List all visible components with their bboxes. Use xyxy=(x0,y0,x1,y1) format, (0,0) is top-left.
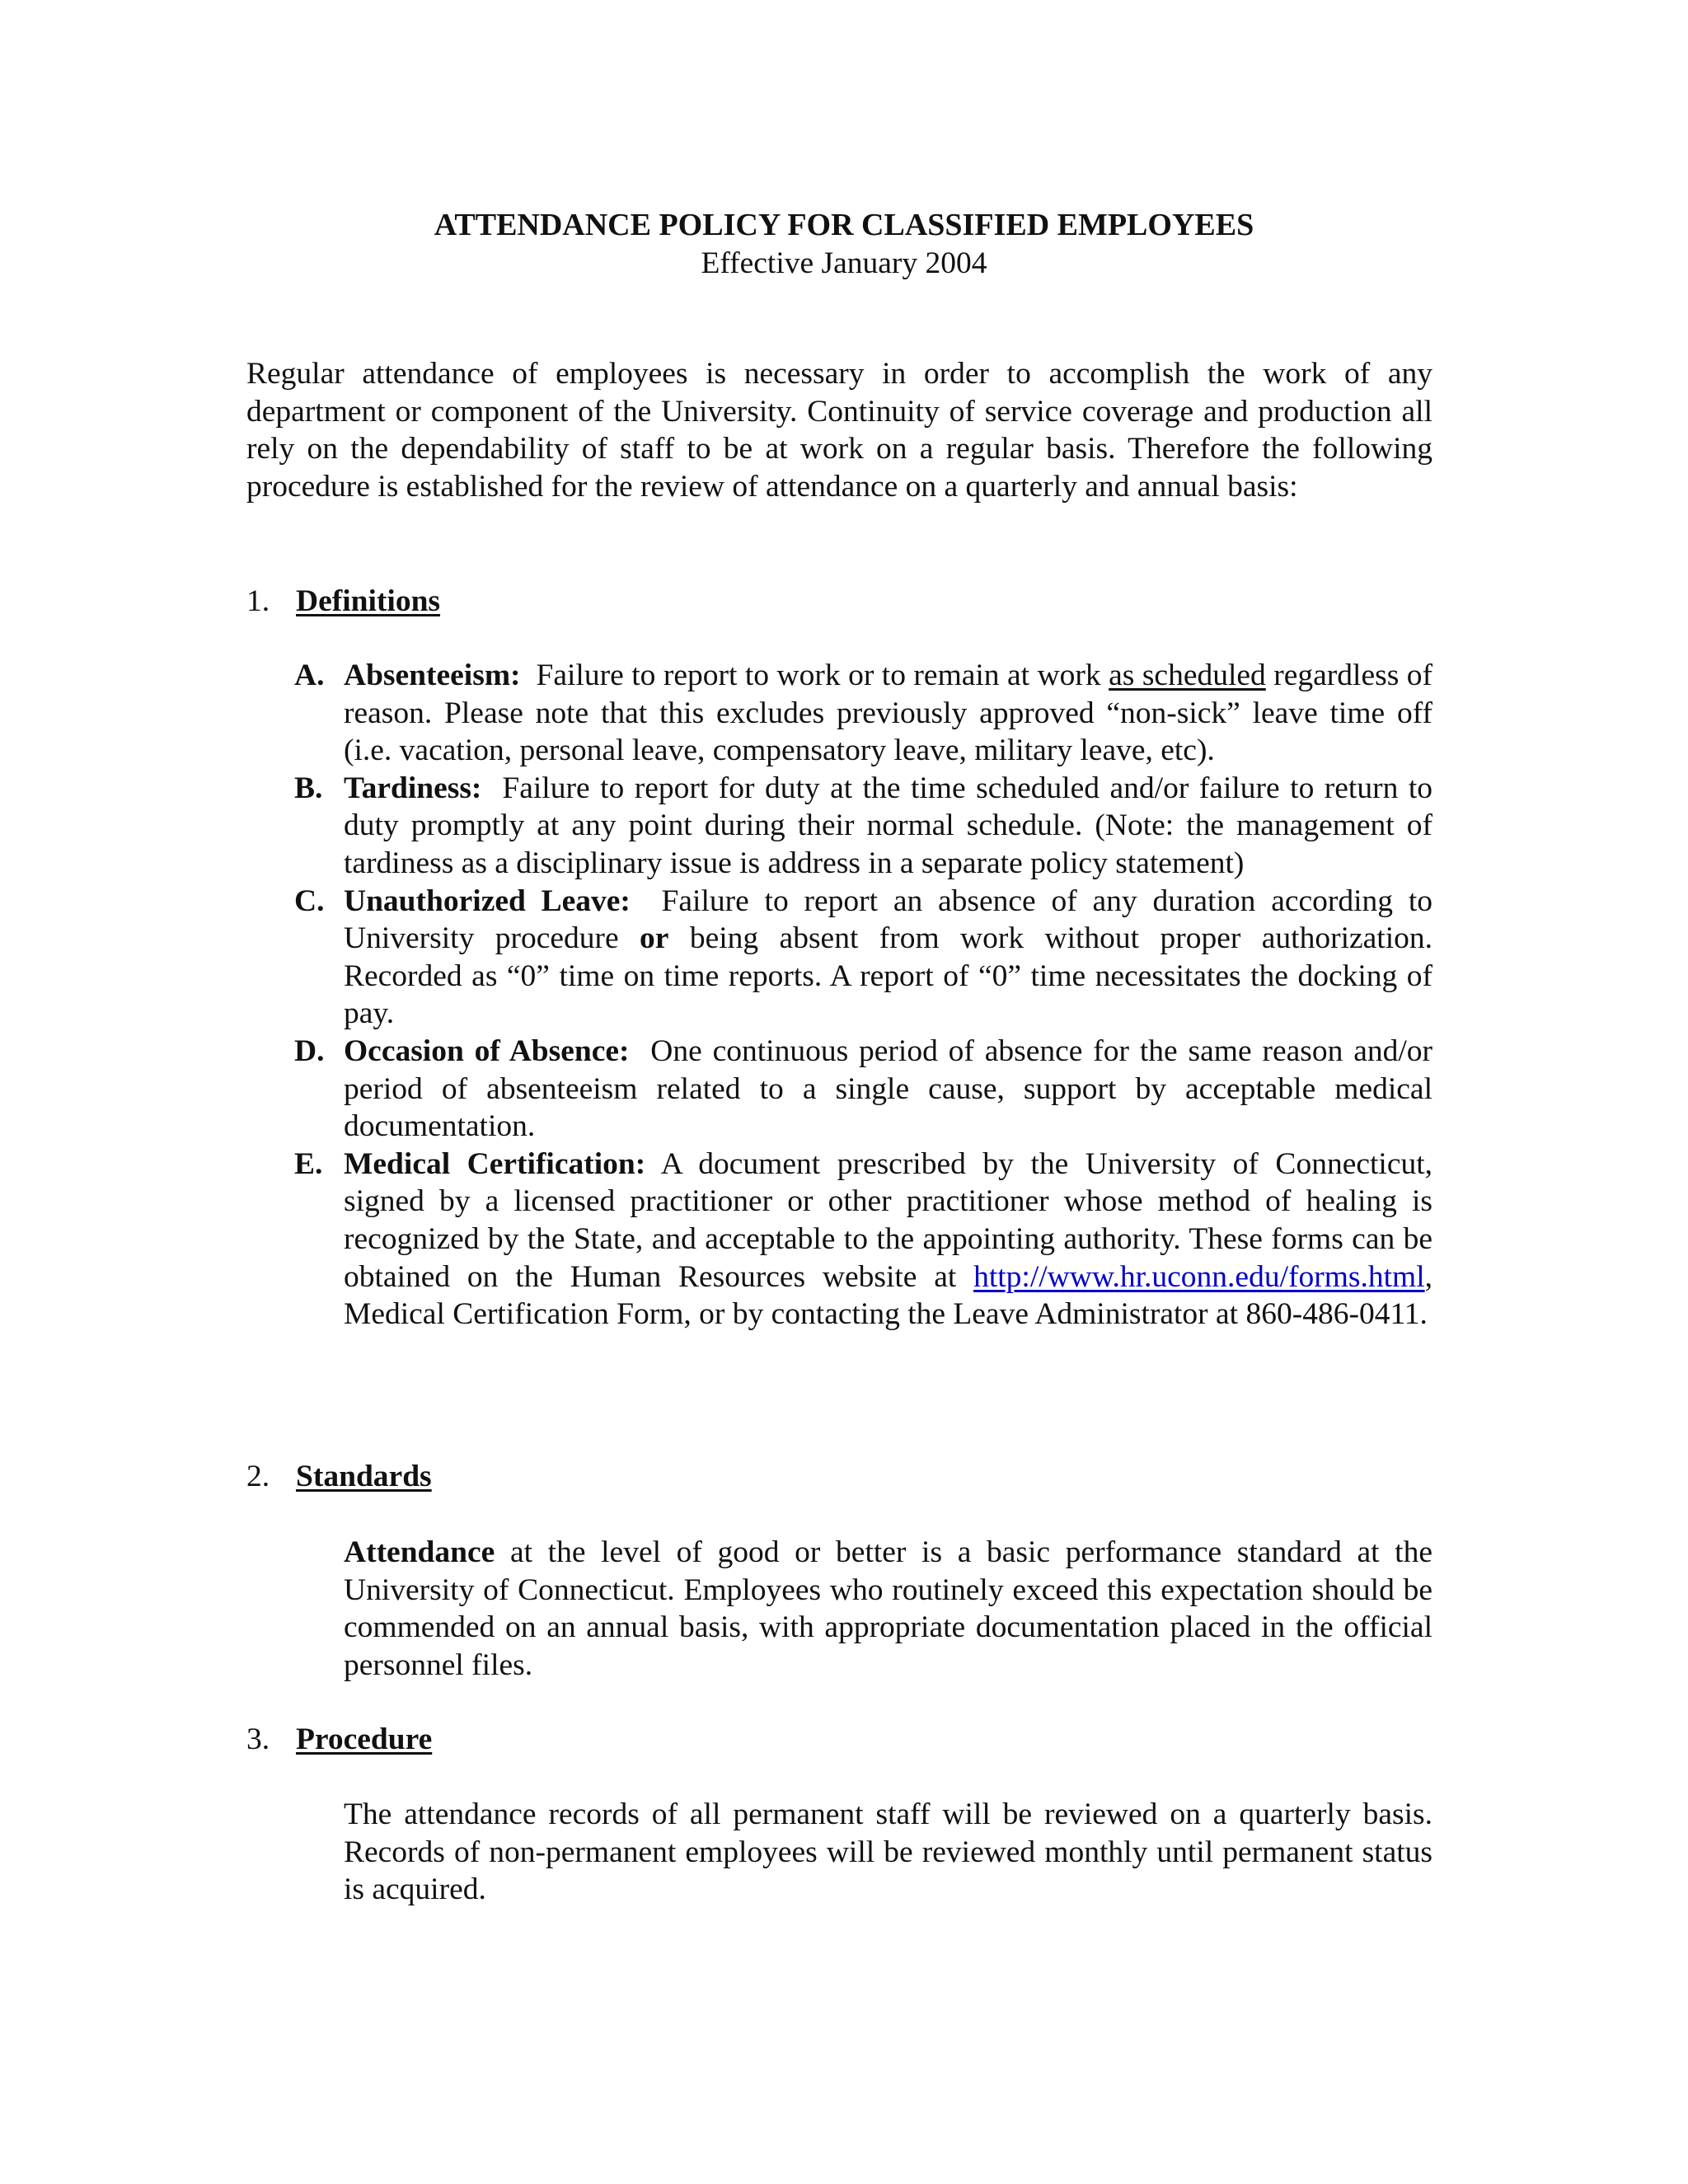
section-number: 1. xyxy=(246,584,270,618)
standards-paragraph xyxy=(344,1534,1432,1684)
intro-paragraph: Regular attendance of employees is necessary in order to accomplish the work of any department or component of the University. Continuity of service coverage and production all rely on the dependability of staff to be at work on a regular basis. Therefore the following procedure is established for the review of attendance on a quarterly and annual basis: xyxy=(246,357,1432,504)
definition-term: Occasion of Absence: xyxy=(344,1033,630,1068)
definition-text: Failure to report an absence of any duration according to University procedure xyxy=(344,883,1433,956)
definitions-list xyxy=(294,657,1432,1333)
definition-text: regardless of reason. Please note that this excludes previously approved “non-sick” leave time off (i.e. vacation, personal leave, compensatory leave, military leave, etc). xyxy=(344,658,1433,768)
hr-forms-link[interactable]: http://www.hr.uconn.edu/forms.html xyxy=(973,1259,1425,1294)
document-subtitle: Effective January 2004 xyxy=(701,246,987,280)
definition-letter: E. xyxy=(294,1146,323,1181)
section-heading: Definitions xyxy=(296,584,441,618)
definition-text: , Medical Certification Form, or by contacting the Leave Administrator at 860-486-0411. xyxy=(344,1259,1432,1332)
definition-absenteeism xyxy=(294,657,1432,770)
definition-text: Failure to report for duty at the time scheduled and/or failure to return to duty promptly at any point during their normal schedule. (Note: the management of tardiness as a disciplinary issue is address in a separate policy statement) xyxy=(344,771,1432,880)
standards-text: at the level of good or better is a basic performance standard at the University of Connecticut. Employees who routinely exceed this expectation should be commended on an annual basis, with appropriate documentation placed in the official personnel files. xyxy=(344,1535,1432,1682)
definition-term: Unauthorized Leave: xyxy=(344,883,631,918)
section-heading: Standards xyxy=(296,1460,432,1493)
document-title: ATTENDANCE POLICY FOR CLASSIFIED EMPLOYEES xyxy=(434,208,1254,242)
definition-letter: D. xyxy=(294,1033,325,1068)
definition-medical-certification xyxy=(294,1146,1432,1333)
definition-term: Absenteeism: xyxy=(344,658,521,692)
definition-text: A document prescribed by the University of Connecticut, signed by a licensed practitioner or other practitioner whose method of healing is recognized by the State, and acceptable to the appointing authority. These forms can be obtained on the Human Resources website at xyxy=(344,1146,1433,1294)
section-number: 2. xyxy=(246,1460,270,1493)
section-number: 3. xyxy=(246,1722,270,1756)
definition-underlined-text: as scheduled xyxy=(1109,658,1266,692)
procedure-paragraph: The attendance records of all permanent staff will be reviewed on a quarterly basis. Records of non-permanent employees will be reviewed monthly until permanent status is acquired. xyxy=(344,1797,1432,1907)
definition-term: Medical Certification: xyxy=(344,1146,646,1181)
definition-term: Tardiness: xyxy=(344,771,482,805)
standards-lead-term: Attendance xyxy=(344,1535,495,1569)
definition-unauthorized-leave xyxy=(294,883,1432,1033)
definition-tardiness xyxy=(294,770,1432,883)
definition-letter: B. xyxy=(294,771,323,805)
definition-letter: A. xyxy=(294,658,325,692)
section-heading: Procedure xyxy=(296,1722,433,1756)
definition-text: being absent from work without proper authorization. Recorded as “0” time on time reports. A report of “0” time necessitates the docking of pay. xyxy=(344,921,1432,1031)
definition-text: One continuous period of absence for the same reason and/or period of absenteeism related to a single cause, support by acceptable medical documentation. xyxy=(344,1033,1432,1144)
definition-letter: C. xyxy=(294,883,325,918)
definition-text: Failure to report to work or to remain at work xyxy=(536,658,1101,692)
definition-occasion-of-absence xyxy=(294,1033,1432,1146)
definition-bold-word: or xyxy=(640,921,669,956)
